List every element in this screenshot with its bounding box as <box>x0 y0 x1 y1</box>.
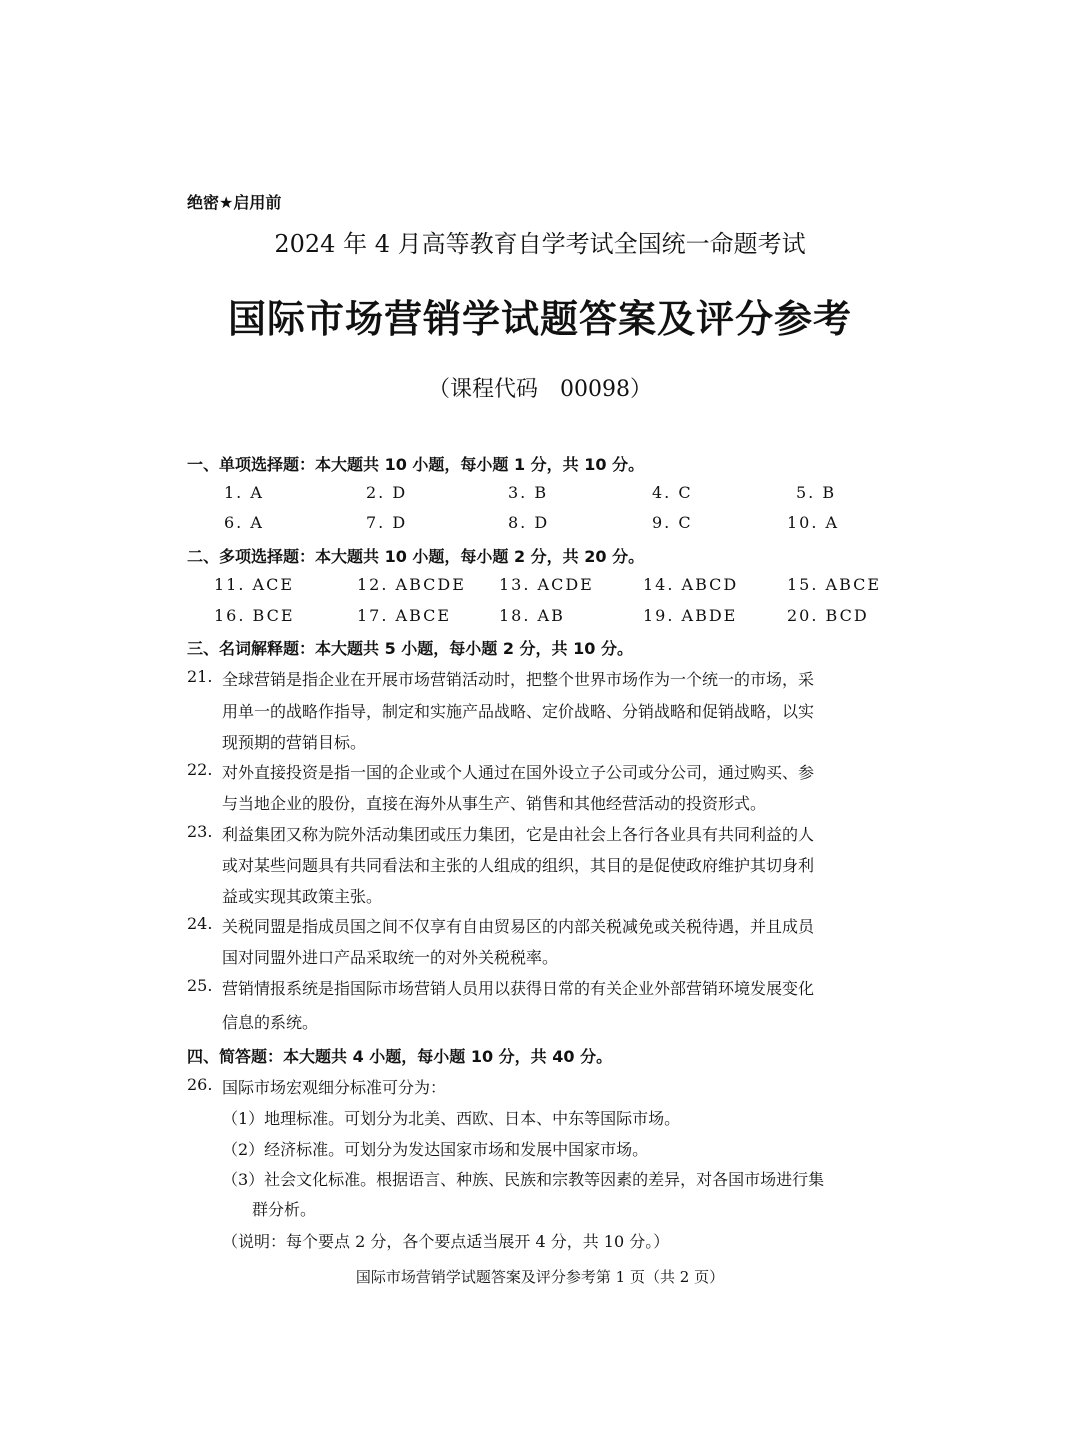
answer-item: 13. ACDE <box>499 575 594 594</box>
answer-item: 8. D <box>508 513 550 532</box>
definition-line: 关税同盟是指成员国之间不仅享有自由贸易区的内部关税减免或关税待遇，并且成员 <box>222 917 815 936</box>
section-2-heading: 二、多项选择题：本大题共 10 小题，每小题 2 分，共 20 分。 <box>187 547 645 566</box>
answer-item: 1. A <box>224 483 264 502</box>
answer-item: 14. ABCD <box>643 575 739 594</box>
page-title: 国际市场营销学试题答案及评分参考 <box>227 297 852 341</box>
answer-item: 7. D <box>366 513 408 532</box>
page-footer: 国际市场营销学试题答案及评分参考第 1 页（共 2 页） <box>355 1268 725 1286</box>
answer-item: 6. A <box>224 513 264 532</box>
definition-line: 用单一的战略作指导，制定和实施产品战略、定价战略、分销战略和促销战略，以实 <box>222 702 815 721</box>
section-3-heading: 三、名词解释题：本大题共 5 小题，每小题 2 分，共 10 分。 <box>187 639 633 658</box>
question-intro: 国际市场宏观细分标准可分为： <box>222 1078 447 1097</box>
answer-point: （2）经济标准。可划分为发达国家市场和发展中国家市场。 <box>222 1140 649 1159</box>
question-number: 22. <box>187 760 213 779</box>
answer-item: 2. D <box>366 483 408 502</box>
definition-line: 与当地企业的股份，直接在海外从事生产、销售和其他经营活动的投资形式。 <box>222 794 767 813</box>
question-number: 21. <box>187 667 213 686</box>
definition-line: 益或实现其政策主张。 <box>222 887 383 906</box>
section-4-heading: 四、简答题：本大题共 4 小题，每小题 10 分，共 40 分。 <box>187 1047 613 1066</box>
definition-line: 全球营销是指企业在开展市场营销活动时，把整个世界市场作为一个统一的市场，采 <box>222 670 815 689</box>
section-1-heading: 一、单项选择题：本大题共 10 小题，每小题 1 分，共 10 分。 <box>187 455 645 474</box>
course-code: （课程代码 00098） <box>428 377 652 402</box>
answer-item: 19. ABDE <box>643 606 738 625</box>
definition-line: 利益集团又称为院外活动集团或压力集团，它是由社会上各行各业具有共同利益的人 <box>222 825 815 844</box>
answer-item: 5. B <box>796 483 837 502</box>
scoring-note: （说明：每个要点 2 分，各个要点适当展开 4 分，共 10 分。） <box>222 1232 670 1251</box>
definition-line: 营销情报系统是指国际市场营销人员用以获得日常的有关企业外部营销环境发展变化 <box>222 979 815 998</box>
answer-item: 4. C <box>652 483 693 502</box>
definition-line: 国对同盟外进口产品采取统一的对外关税税率。 <box>222 948 559 967</box>
answer-point: （3）社会文化标准。根据语言、种族、民族和宗教等因素的差异，对各国市场进行集 <box>222 1170 825 1189</box>
answer-item: 16. BCE <box>214 606 295 625</box>
question-number: 25. <box>187 976 213 995</box>
answer-item: 12. ABCDE <box>357 575 466 594</box>
answer-item: 20. BCD <box>787 606 869 625</box>
answer-point: （1）地理标准。可划分为北美、西欧、日本、中东等国际市场。 <box>222 1109 681 1128</box>
definition-line: 或对某些问题具有共同看法和主张的人组成的组织，其目的是促使政府维护其切身利 <box>222 856 815 875</box>
question-number: 23. <box>187 822 213 841</box>
confidential-label: 绝密★启用前 <box>187 193 282 212</box>
definition-line: 对外直接投资是指一国的企业或个人通过在国外设立子公司或分公司，通过购买、参 <box>222 763 815 782</box>
answer-item: 3. B <box>508 483 549 502</box>
answer-item: 17. ABCE <box>357 606 452 625</box>
answer-item: 15. ABCE <box>787 575 882 594</box>
answer-item: 11. ACE <box>214 575 295 594</box>
answer-point-continued: 群分析。 <box>252 1200 317 1219</box>
exam-name: 2024 年 4 月高等教育自学考试全国统一命题考试 <box>274 230 806 258</box>
question-number: 24. <box>187 914 213 933</box>
answer-item: 18. AB <box>499 606 565 625</box>
definition-line: 信息的系统。 <box>222 1013 319 1032</box>
answer-item: 10. A <box>787 513 840 532</box>
question-number: 26. <box>187 1075 213 1094</box>
definition-line: 现预期的营销目标。 <box>222 733 367 752</box>
answer-item: 9. C <box>652 513 693 532</box>
